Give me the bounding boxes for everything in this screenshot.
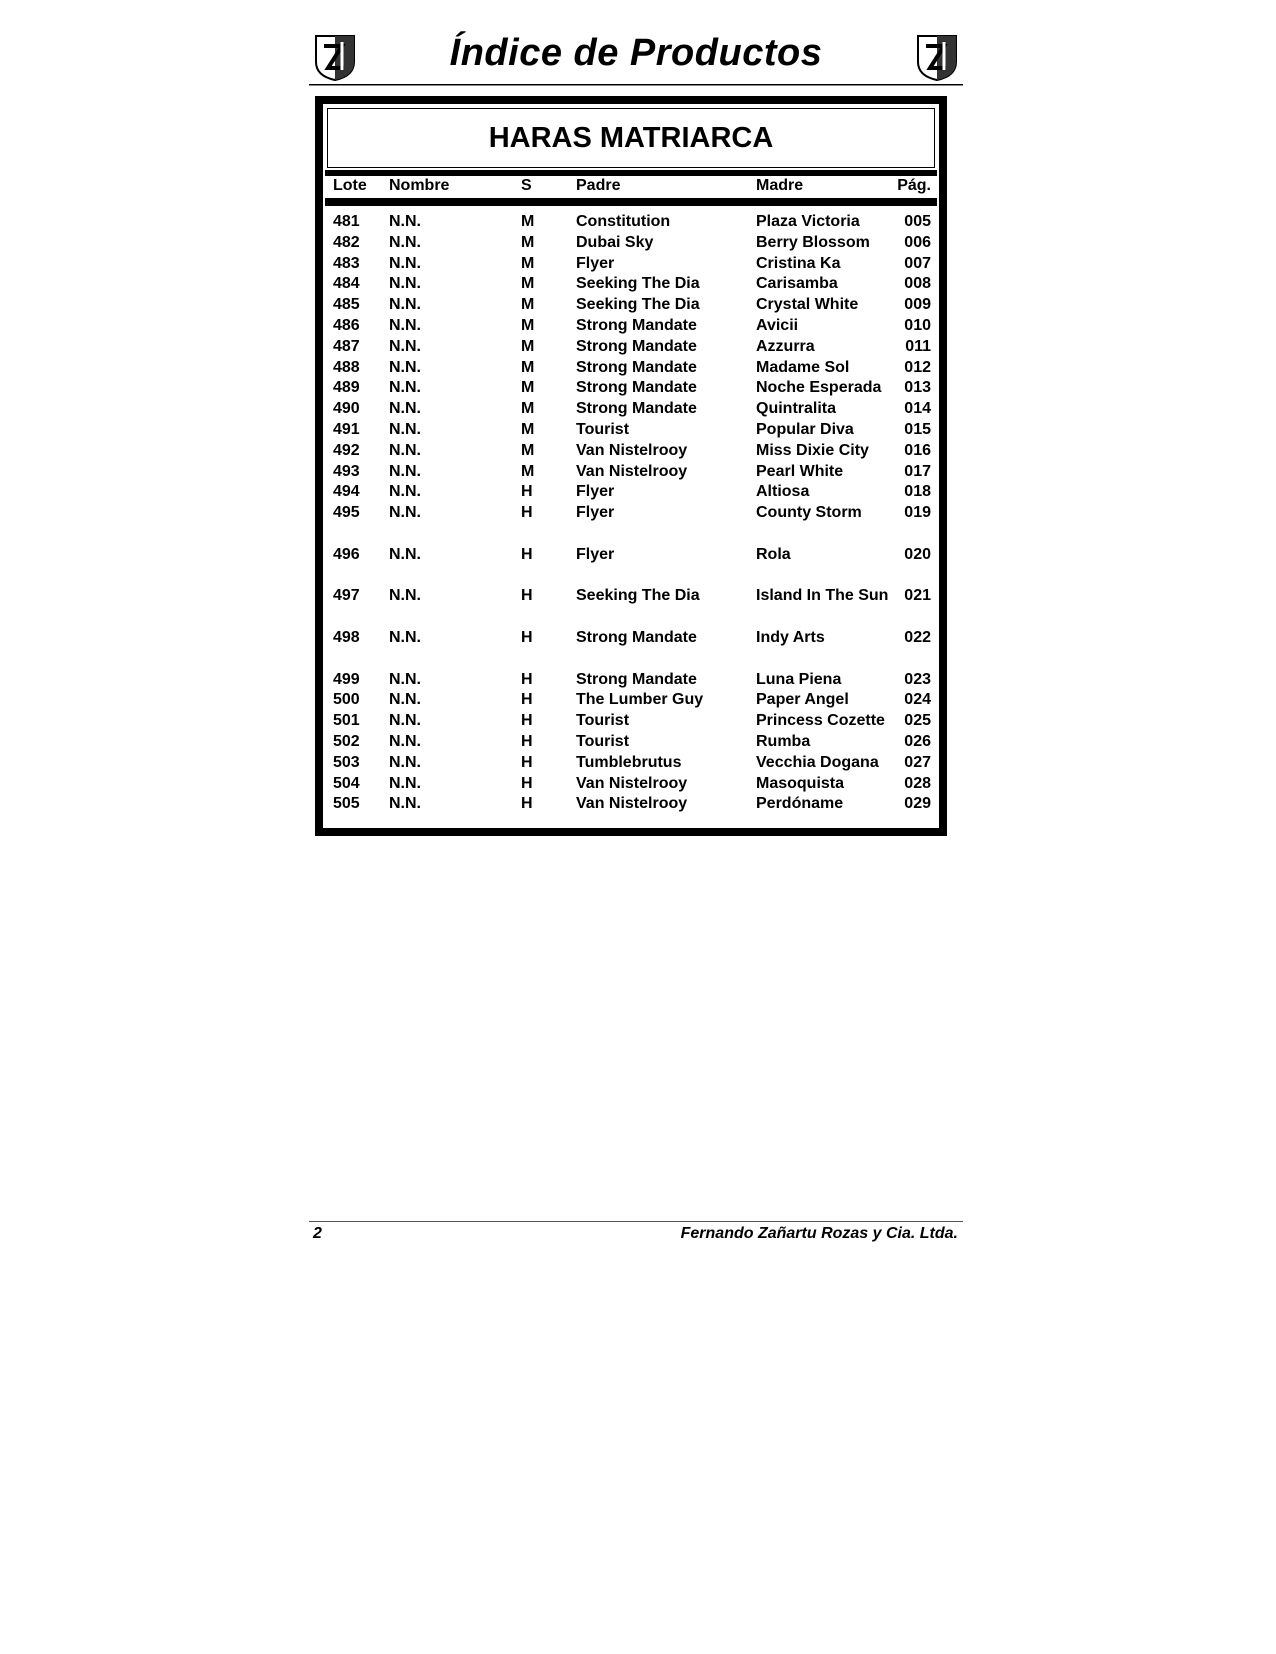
cell-lote: 483 — [333, 254, 360, 272]
company-name: Fernando Zañartu Rozas y Cia. Ltda. — [680, 1225, 958, 1242]
cell-padre: Van Nistelrooy — [576, 774, 688, 792]
table-row — [325, 711, 937, 731]
table-row — [325, 670, 937, 690]
cell-nombre: N.N. — [389, 358, 421, 376]
cell-lote: 493 — [333, 462, 360, 480]
table-row — [325, 753, 937, 773]
cell-s: M — [521, 462, 535, 480]
cell-madre: Crystal White — [756, 296, 859, 314]
cell-lote: 489 — [333, 379, 360, 397]
footer-rule — [309, 1221, 963, 1222]
cell-pag: 014 — [904, 400, 931, 418]
cell-pag: 019 — [904, 504, 931, 522]
cell-nombre: N.N. — [389, 670, 421, 688]
cell-pag: 009 — [904, 296, 931, 314]
cell-lote: 498 — [333, 629, 360, 646]
column-madre: Madre — [756, 177, 804, 194]
cell-nombre: N.N. — [389, 421, 421, 438]
cell-nombre: N.N. — [389, 545, 421, 563]
cell-nombre: N.N. — [389, 462, 421, 480]
cell-nombre: N.N. — [389, 753, 421, 771]
cell-lote: 503 — [333, 753, 360, 771]
cell-pag: 029 — [904, 795, 931, 813]
cell-lote: 492 — [333, 441, 360, 459]
cell-lote: 487 — [333, 337, 360, 355]
cell-lote: 505 — [333, 795, 360, 813]
cell-s: M — [521, 296, 535, 314]
cell-s: M — [521, 337, 535, 355]
page-number: 2 — [313, 1225, 322, 1242]
cell-lote: 504 — [333, 774, 360, 792]
cell-s: H — [521, 629, 533, 646]
table-row — [325, 774, 937, 794]
column-pag: Pág. — [897, 177, 931, 194]
cell-padre: Tourist — [576, 421, 630, 438]
column-header-row — [325, 176, 937, 198]
cell-madre: Madame Sol — [756, 358, 850, 376]
cell-s: M — [521, 379, 535, 397]
cell-padre: Constitution — [576, 213, 671, 230]
header-rule — [309, 84, 963, 86]
table-row — [325, 399, 937, 419]
cell-nombre: N.N. — [389, 483, 421, 501]
cell-s: H — [521, 587, 533, 605]
cell-s: M — [521, 441, 535, 459]
cell-lote: 496 — [333, 545, 360, 563]
cell-s: H — [521, 545, 533, 563]
table-row — [325, 482, 937, 502]
table-row — [325, 441, 937, 461]
cell-padre: Flyer — [576, 254, 615, 272]
cell-lote: 490 — [333, 400, 360, 418]
table-row — [325, 545, 937, 565]
cell-nombre: N.N. — [389, 712, 421, 730]
cell-padre: Strong Mandate — [576, 337, 697, 355]
cell-madre: Luna Piena — [756, 670, 842, 688]
cell-s: H — [521, 795, 533, 813]
cell-padre: Strong Mandate — [576, 358, 697, 376]
column-s: S — [521, 177, 532, 194]
cell-lote: 484 — [333, 275, 360, 293]
cell-pag: 020 — [904, 545, 931, 563]
cell-padre: Dubai Sky — [576, 233, 654, 251]
cell-padre: Strong Mandate — [576, 400, 697, 418]
cell-nombre: N.N. — [389, 587, 421, 605]
cell-s: M — [521, 275, 535, 293]
table-row — [325, 794, 937, 814]
table-row — [325, 358, 937, 378]
cell-pag: 027 — [904, 753, 931, 771]
cell-lote: 495 — [333, 504, 360, 522]
cell-madre: Avicii — [756, 317, 799, 334]
cell-lote: 494 — [333, 483, 360, 501]
cell-s: H — [521, 670, 533, 688]
cell-padre: The Lumber Guy — [576, 691, 704, 709]
cell-madre: Masoquista — [756, 774, 845, 792]
cell-pag: 010 — [904, 317, 931, 334]
cell-padre: Tourist — [576, 733, 630, 750]
cell-pag: 023 — [904, 670, 931, 688]
cell-padre: Flyer — [576, 545, 615, 563]
table-row — [325, 732, 937, 752]
cell-nombre: N.N. — [389, 296, 421, 314]
catalog-banner: HARAS MATRIARCA — [327, 108, 935, 168]
cell-madre: Azzurra — [756, 337, 815, 355]
cell-madre: Rumba — [756, 733, 811, 750]
cell-s: M — [521, 400, 535, 418]
cell-padre: Seeking The Dia — [576, 587, 700, 605]
cell-nombre: N.N. — [389, 400, 421, 418]
cell-nombre: N.N. — [389, 213, 421, 230]
cell-s: M — [521, 233, 535, 251]
cell-padre: Strong Mandate — [576, 379, 697, 397]
cell-madre: County Storm — [756, 504, 862, 522]
header-band-bottom — [325, 198, 937, 206]
cell-nombre: N.N. — [389, 379, 421, 397]
cell-lote: 491 — [333, 421, 360, 438]
cell-s: M — [521, 317, 535, 334]
cell-s: M — [521, 358, 535, 376]
cell-lote: 502 — [333, 733, 360, 750]
zl-shield-logo-icon — [914, 32, 960, 82]
table-row — [325, 462, 937, 482]
table-row — [325, 503, 937, 523]
cell-madre: Berry Blossom — [756, 233, 870, 251]
cell-nombre: N.N. — [389, 629, 421, 646]
cell-nombre: N.N. — [389, 441, 421, 459]
table-row — [325, 586, 937, 606]
cell-s: H — [521, 753, 533, 771]
cell-padre: Strong Mandate — [576, 317, 697, 334]
cell-lote: 488 — [333, 358, 360, 376]
cell-pag: 005 — [904, 213, 931, 230]
cell-s: M — [521, 254, 535, 272]
cell-padre: Van Nistelrooy — [576, 795, 688, 813]
table-row — [325, 295, 937, 315]
cell-madre: Perdóname — [756, 795, 844, 813]
cell-padre: Flyer — [576, 483, 615, 501]
cell-pag: 026 — [904, 733, 931, 750]
cell-pag: 012 — [904, 358, 931, 376]
cell-padre: Seeking The Dia — [576, 275, 700, 293]
column-lote: Lote — [333, 177, 367, 194]
cell-madre: Rola — [756, 545, 791, 563]
table-row — [325, 233, 937, 253]
cell-madre: Paper Angel — [756, 691, 849, 709]
cell-madre: Vecchia Dogana — [756, 753, 879, 771]
cell-s: H — [521, 504, 533, 522]
cell-pag: 015 — [904, 421, 931, 438]
cell-madre: Carisamba — [756, 275, 838, 293]
cell-lote: 481 — [333, 213, 360, 230]
cell-lote: 497 — [333, 587, 360, 605]
cell-padre: Flyer — [576, 504, 615, 522]
cell-nombre: N.N. — [389, 254, 421, 272]
cell-madre: Island In The Sun — [756, 587, 889, 605]
cell-padre: Tumblebrutus — [576, 753, 682, 771]
cell-madre: Princess Cozette — [756, 712, 885, 730]
cell-lote: 501 — [333, 712, 360, 730]
cell-pag: 011 — [905, 337, 931, 355]
table-row — [325, 337, 937, 357]
cell-lote: 485 — [333, 296, 360, 314]
cell-s: H — [521, 483, 533, 501]
cell-padre: Strong Mandate — [576, 629, 697, 646]
cell-nombre: N.N. — [389, 504, 421, 522]
cell-padre: Tourist — [576, 712, 630, 730]
cell-nombre: N.N. — [389, 774, 421, 792]
cell-nombre: N.N. — [389, 337, 421, 355]
cell-pag: 024 — [904, 691, 931, 709]
cell-madre: Altiosa — [756, 483, 810, 501]
table-row — [325, 274, 937, 294]
cell-lote: 500 — [333, 691, 360, 709]
cell-pag: 017 — [904, 462, 931, 480]
cell-pag: 018 — [904, 483, 931, 501]
cell-padre: Van Nistelrooy — [576, 441, 688, 459]
cell-padre: Van Nistelrooy — [576, 462, 688, 480]
cell-nombre: N.N. — [389, 733, 421, 750]
cell-lote: 482 — [333, 233, 360, 251]
cell-madre: Noche Esperada — [756, 379, 882, 397]
cell-madre: Miss Dixie City — [756, 441, 869, 459]
cell-pag: 013 — [904, 379, 931, 397]
cell-pag: 028 — [904, 774, 931, 792]
cell-s: H — [521, 733, 533, 750]
cell-nombre: N.N. — [389, 317, 421, 334]
cell-s: H — [521, 712, 533, 730]
table-row — [325, 254, 937, 274]
cell-madre: Cristina Ka — [756, 254, 841, 272]
cell-s: M — [521, 213, 535, 230]
cell-madre: Indy Arts — [756, 629, 825, 646]
page-header — [309, 30, 963, 86]
table-row — [325, 628, 937, 648]
cell-nombre: N.N. — [389, 795, 421, 813]
cell-pag: 007 — [904, 254, 931, 272]
cell-pag: 008 — [904, 275, 931, 293]
cell-nombre: N.N. — [389, 691, 421, 709]
catalog-frame — [315, 96, 947, 836]
table-row — [325, 378, 937, 398]
cell-pag: 021 — [904, 587, 931, 605]
cell-madre: Quintralita — [756, 400, 837, 418]
cell-madre: Popular Diva — [756, 421, 854, 438]
column-padre: Padre — [576, 177, 621, 194]
cell-nombre: N.N. — [389, 275, 421, 293]
cell-s: M — [521, 421, 535, 438]
cell-padre: Strong Mandate — [576, 670, 697, 688]
cell-pag: 025 — [904, 712, 931, 730]
cell-pag: 016 — [904, 441, 931, 459]
cell-lote: 499 — [333, 670, 360, 688]
cell-madre: Plaza Victoria — [756, 213, 860, 230]
table-row — [325, 316, 937, 336]
cell-pag: 022 — [904, 629, 931, 646]
cell-lote: 486 — [333, 317, 360, 334]
column-nombre: Nombre — [389, 177, 450, 194]
table-row — [325, 420, 937, 440]
cell-s: H — [521, 774, 533, 792]
cell-s: H — [521, 691, 533, 709]
cell-pag: 006 — [904, 233, 931, 251]
cell-madre: Pearl White — [756, 462, 844, 480]
table-row — [325, 690, 937, 710]
cell-padre: Seeking The Dia — [576, 296, 700, 314]
page-title: Índice de Productos — [449, 32, 823, 74]
table-row — [325, 212, 937, 232]
cell-nombre: N.N. — [389, 233, 421, 251]
